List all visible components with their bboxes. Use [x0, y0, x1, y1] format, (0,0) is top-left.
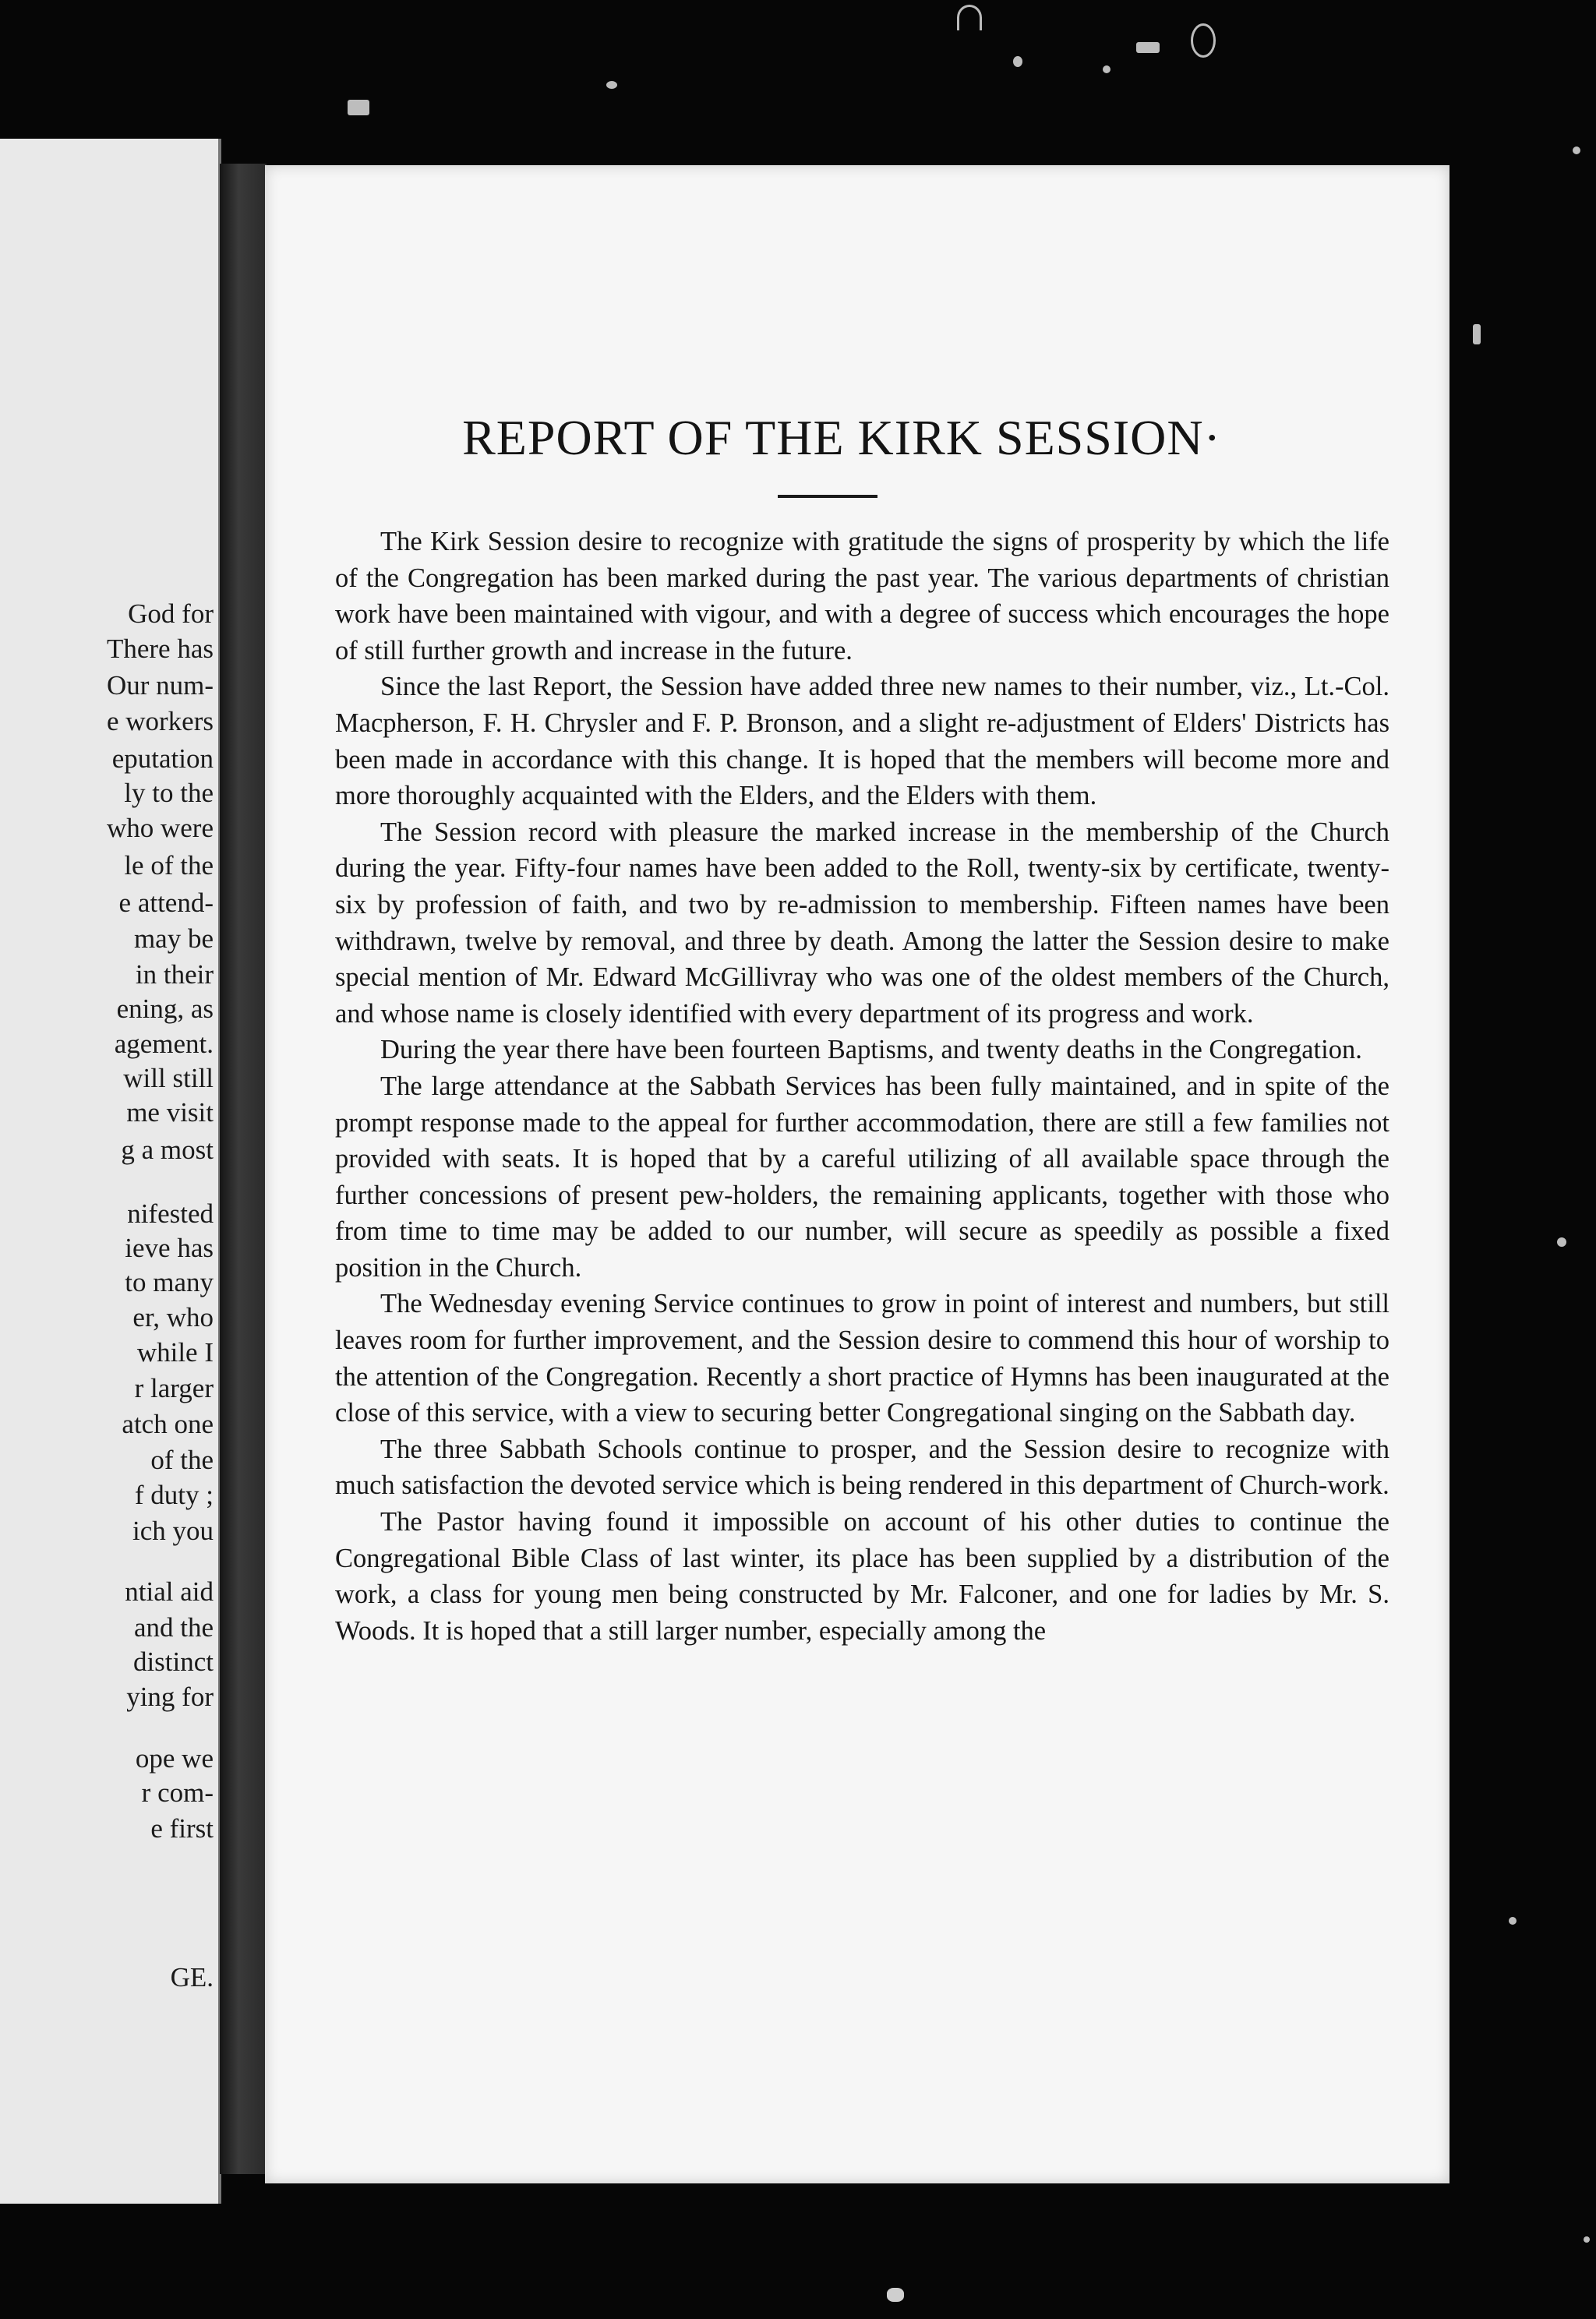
left-page-text-fragment: to many — [125, 1267, 214, 1297]
left-page-text-fragment: ying for — [126, 1682, 214, 1712]
left-page-text-fragment: r larger — [134, 1373, 214, 1403]
report-page — [265, 165, 1449, 2183]
left-page-text-fragment: g a most — [121, 1135, 214, 1165]
report-paragraph: The large attendance at the Sabbath Services has been fully maintained, and in spite of the prompt response made to the appeal for further accommodation, there are still a few families not provided with seats. It is hoped that by a careful utilizing of all available space through the further concessions of present pew-holders, the remaining applicants, together with those who from time to time may be added to our number, will secure as speedily as possible a fixed position in the Church. — [335, 1071, 1389, 1283]
left-page-text-fragment: ly to the — [124, 778, 214, 808]
left-page-text-fragment: distinct — [132, 1647, 214, 1677]
scan-speck — [348, 100, 369, 115]
scan-speck — [606, 81, 617, 89]
left-page-text-fragment: GE. — [170, 1962, 214, 1993]
left-page-text-fragment: atch one — [122, 1409, 214, 1439]
left-page-text-fragment: r com- — [141, 1777, 214, 1808]
left-page-text-fragment: ieve has — [125, 1233, 214, 1263]
left-page-text-fragment: f duty ; — [134, 1480, 214, 1510]
left-page-text-fragment: le of the — [124, 850, 214, 881]
left-page-text-fragment: and the — [133, 1612, 214, 1643]
report-paragraph: The Pastor having found it impossible on account of his other duties to continue the Congregational Bible Class of last winter, its place has been supplied by a distribution of the work, a class for young men being constructed by Mr. Falconer, and one for ladies by Mr. S. Woods. It is hoped that a still larger number, especially among the — [335, 1507, 1389, 1646]
scan-speck — [957, 5, 982, 30]
left-page-text-fragment: ich you — [132, 1516, 214, 1546]
report-paragraph: The Session record with pleasure the marked increase in the membership of the Church during the year. Fifty-four names have been added to the Roll, twenty-six by certificate, twenty-six by profession of faith, and two by re-admission to membership. Fifteen names have been withdrawn, twelve by removal, and three by death. Among the latter the Session desire to make special mention of Mr. Edward McGillivray who was one of the oldest members of the Church, and whose name is closely identified with every department of its progress and work. — [335, 817, 1389, 1029]
page-title: REPORT OF THE KIRK SESSION· — [462, 410, 1221, 465]
left-page-text-fragment: er, who — [132, 1302, 214, 1332]
report-paragraph: During the year there have been fourteen Baptisms, and twenty deaths in the Congregation. — [380, 1035, 1362, 1065]
left-page-text-fragment: There has — [106, 634, 214, 664]
scan-speck — [1191, 23, 1216, 58]
report-paragraph: The three Sabbath Schools continue to prosper, and the Session desire to recognize with much satisfaction the devoted service which is being rendered in this department of Church-work. — [335, 1434, 1389, 1501]
left-page-text-fragment: ope we — [135, 1743, 214, 1774]
left-page-text-fragment: may be — [133, 923, 214, 954]
report-paragraph: The Wednesday evening Service continues to grow in point of interest and numbers, but still leaves room for further improvement, and the Session desire to commend this hour of worship to the attention of the Congregation. Recently a short practice of Hymns has been inaugurated at the close of this service, with a view to securing better Congregational singing on the Sabbath day. — [335, 1289, 1389, 1428]
scan-speck — [1473, 324, 1481, 344]
left-page-text-fragment: eputation — [111, 743, 214, 774]
left-page-text-fragment: will still — [123, 1063, 214, 1093]
left-page-text-fragment: Our num- — [106, 670, 214, 701]
left-page-text-fragment: of the — [150, 1445, 214, 1475]
scan-speck — [1136, 42, 1160, 53]
left-page-text-fragment: nifested — [127, 1198, 214, 1229]
scan-speck — [1573, 146, 1580, 154]
scan-speck — [1013, 56, 1022, 67]
left-page-text-fragment: in their — [135, 959, 214, 990]
scan-speck — [887, 2288, 904, 2302]
left-page-text-fragment: e attend- — [118, 888, 214, 918]
left-page-text-fragment: while I — [136, 1337, 214, 1368]
left-page-text-fragment: ening, as — [116, 994, 214, 1024]
title-divider — [778, 495, 877, 498]
scan-speck — [1103, 65, 1110, 73]
left-page-text-fragment: who were — [106, 813, 214, 843]
page-gutter — [220, 164, 267, 2174]
scan-speck — [1557, 1237, 1566, 1247]
left-page-text-fragment: e first — [150, 1813, 214, 1844]
left-page-text-fragment: God for — [128, 598, 214, 629]
report-paragraph: The Kirk Session desire to recognize with gratitude the signs of prosperity by which the life of the Congregation has been marked during the past year. The various departments of christian work have been maintained with vigour, and with a degree of success which encourages the hope of still further growth and increase in the future. — [335, 527, 1389, 665]
report-paragraph: Since the last Report, the Session have added three new names to their number, viz., Lt.-Col. Macpherson, F. H. Chrysler and F. P. Bronson, and a slight re-adjustment of Elders' Districts has been made in accordance with this change. It is hoped that the members will become more and more thoroughly acquainted with the Elders, and the Elders with them. — [335, 672, 1389, 811]
left-page-text-fragment: agement. — [114, 1029, 214, 1059]
scan-speck — [1509, 1917, 1517, 1925]
left-page-text-fragment: me visit — [126, 1097, 214, 1128]
left-page-text-fragment: e workers — [106, 706, 214, 736]
scan-speck — [1584, 2236, 1590, 2243]
left-page-text-fragment: ntial aid — [125, 1576, 214, 1607]
report-body — [335, 524, 1389, 1649]
left-facing-page — [0, 139, 221, 2204]
